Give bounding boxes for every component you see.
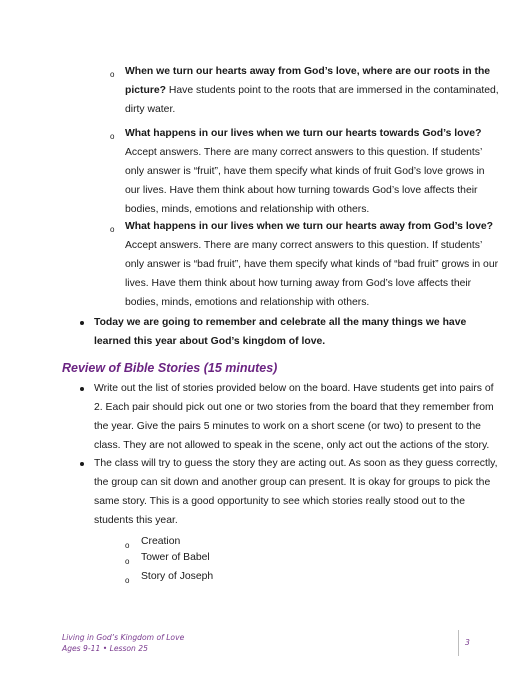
instruction-text: 2. Each pair should pick out one or two stories from the board that they remember from xyxy=(94,402,494,413)
instruction-text: same story. This is a good opportunity to see which stories really stood out to the xyxy=(94,496,465,507)
story-item: Tower of Babel xyxy=(141,552,210,563)
footer-subtitle: Ages 9-11 • Lesson 25 xyxy=(62,644,148,653)
question-roots-away-cont: picture? Have students point to the roots that are immersed in the contaminated, xyxy=(125,85,499,96)
footer-divider xyxy=(458,630,459,656)
story-marker: o xyxy=(125,576,130,585)
instruction-text: The class will try to guess the story they are acting out. As soon as they guess correctly, xyxy=(94,458,498,469)
instruction-text: the group can sit down and another group can present. It is okay for groups to pick the xyxy=(94,477,491,488)
bullet-dot xyxy=(80,462,84,466)
answer-text: our lives. Have them think about how turning towards God’s love affects their xyxy=(125,185,478,196)
instruction-text: Write out the list of stories provided below on the board. Have students get into pairs of xyxy=(94,383,494,394)
instruction-text: students this year. xyxy=(94,515,178,526)
footer-title: Living in God’s Kingdom of Love xyxy=(62,633,185,642)
instruction-text: class. They are not allowed to speak in the scene, only act out the actions of the story. xyxy=(94,440,490,451)
sub-bullet-marker: o xyxy=(110,70,115,79)
answer-text: only answer is “fruit”, have them specify what kinds of fruit God’s love grows in xyxy=(125,166,485,177)
today-statement: Today we are going to remember and celebrate all the many things we have xyxy=(94,317,467,328)
story-item: Story of Joseph xyxy=(141,571,214,582)
section-heading: Review of Bible Stories (15 minutes) xyxy=(62,361,278,375)
bullet-dot xyxy=(80,321,84,325)
answer-text: bodies, minds, emotions and relationship with others. xyxy=(125,297,370,308)
question-roots-away: When we turn our hearts away from God’s love, where are our roots in the xyxy=(125,66,491,77)
answer-text: only answer is “bad fruit”, have them specify what kinds of “bad fruit” grows in our xyxy=(125,259,499,270)
sub-bullet-marker: o xyxy=(110,132,115,141)
answer-text: bodies, minds, emotions and relationship with others. xyxy=(125,204,370,215)
today-statement-cont: learned this year about God’s kingdom of love. xyxy=(94,336,326,347)
question-roots-away-cont2: dirty water. xyxy=(125,104,176,115)
question-towards-love: What happens in our lives when we turn our hearts towards God’s love? xyxy=(125,128,482,139)
question-away-from-love: What happens in our lives when we turn our hearts away from God’s love? xyxy=(125,221,493,232)
answer-text: Accept answers. There are many correct answers to this question. If students’ xyxy=(125,240,483,251)
instruction-text: the year. Give the pairs 5 minutes to work on a short scene (or two) to present to the xyxy=(94,421,481,432)
answer-text: lives. Have them think about how turning away from God’s love affects their xyxy=(125,278,472,289)
story-marker: o xyxy=(125,557,130,566)
page-number: 3 xyxy=(465,638,470,647)
sub-bullet-marker: o xyxy=(110,225,115,234)
answer-text: Accept answers. There are many correct answers to this question. If students’ xyxy=(125,147,483,158)
bullet-dot xyxy=(80,387,84,391)
story-item: Creation xyxy=(141,536,181,547)
story-marker: o xyxy=(125,541,130,550)
